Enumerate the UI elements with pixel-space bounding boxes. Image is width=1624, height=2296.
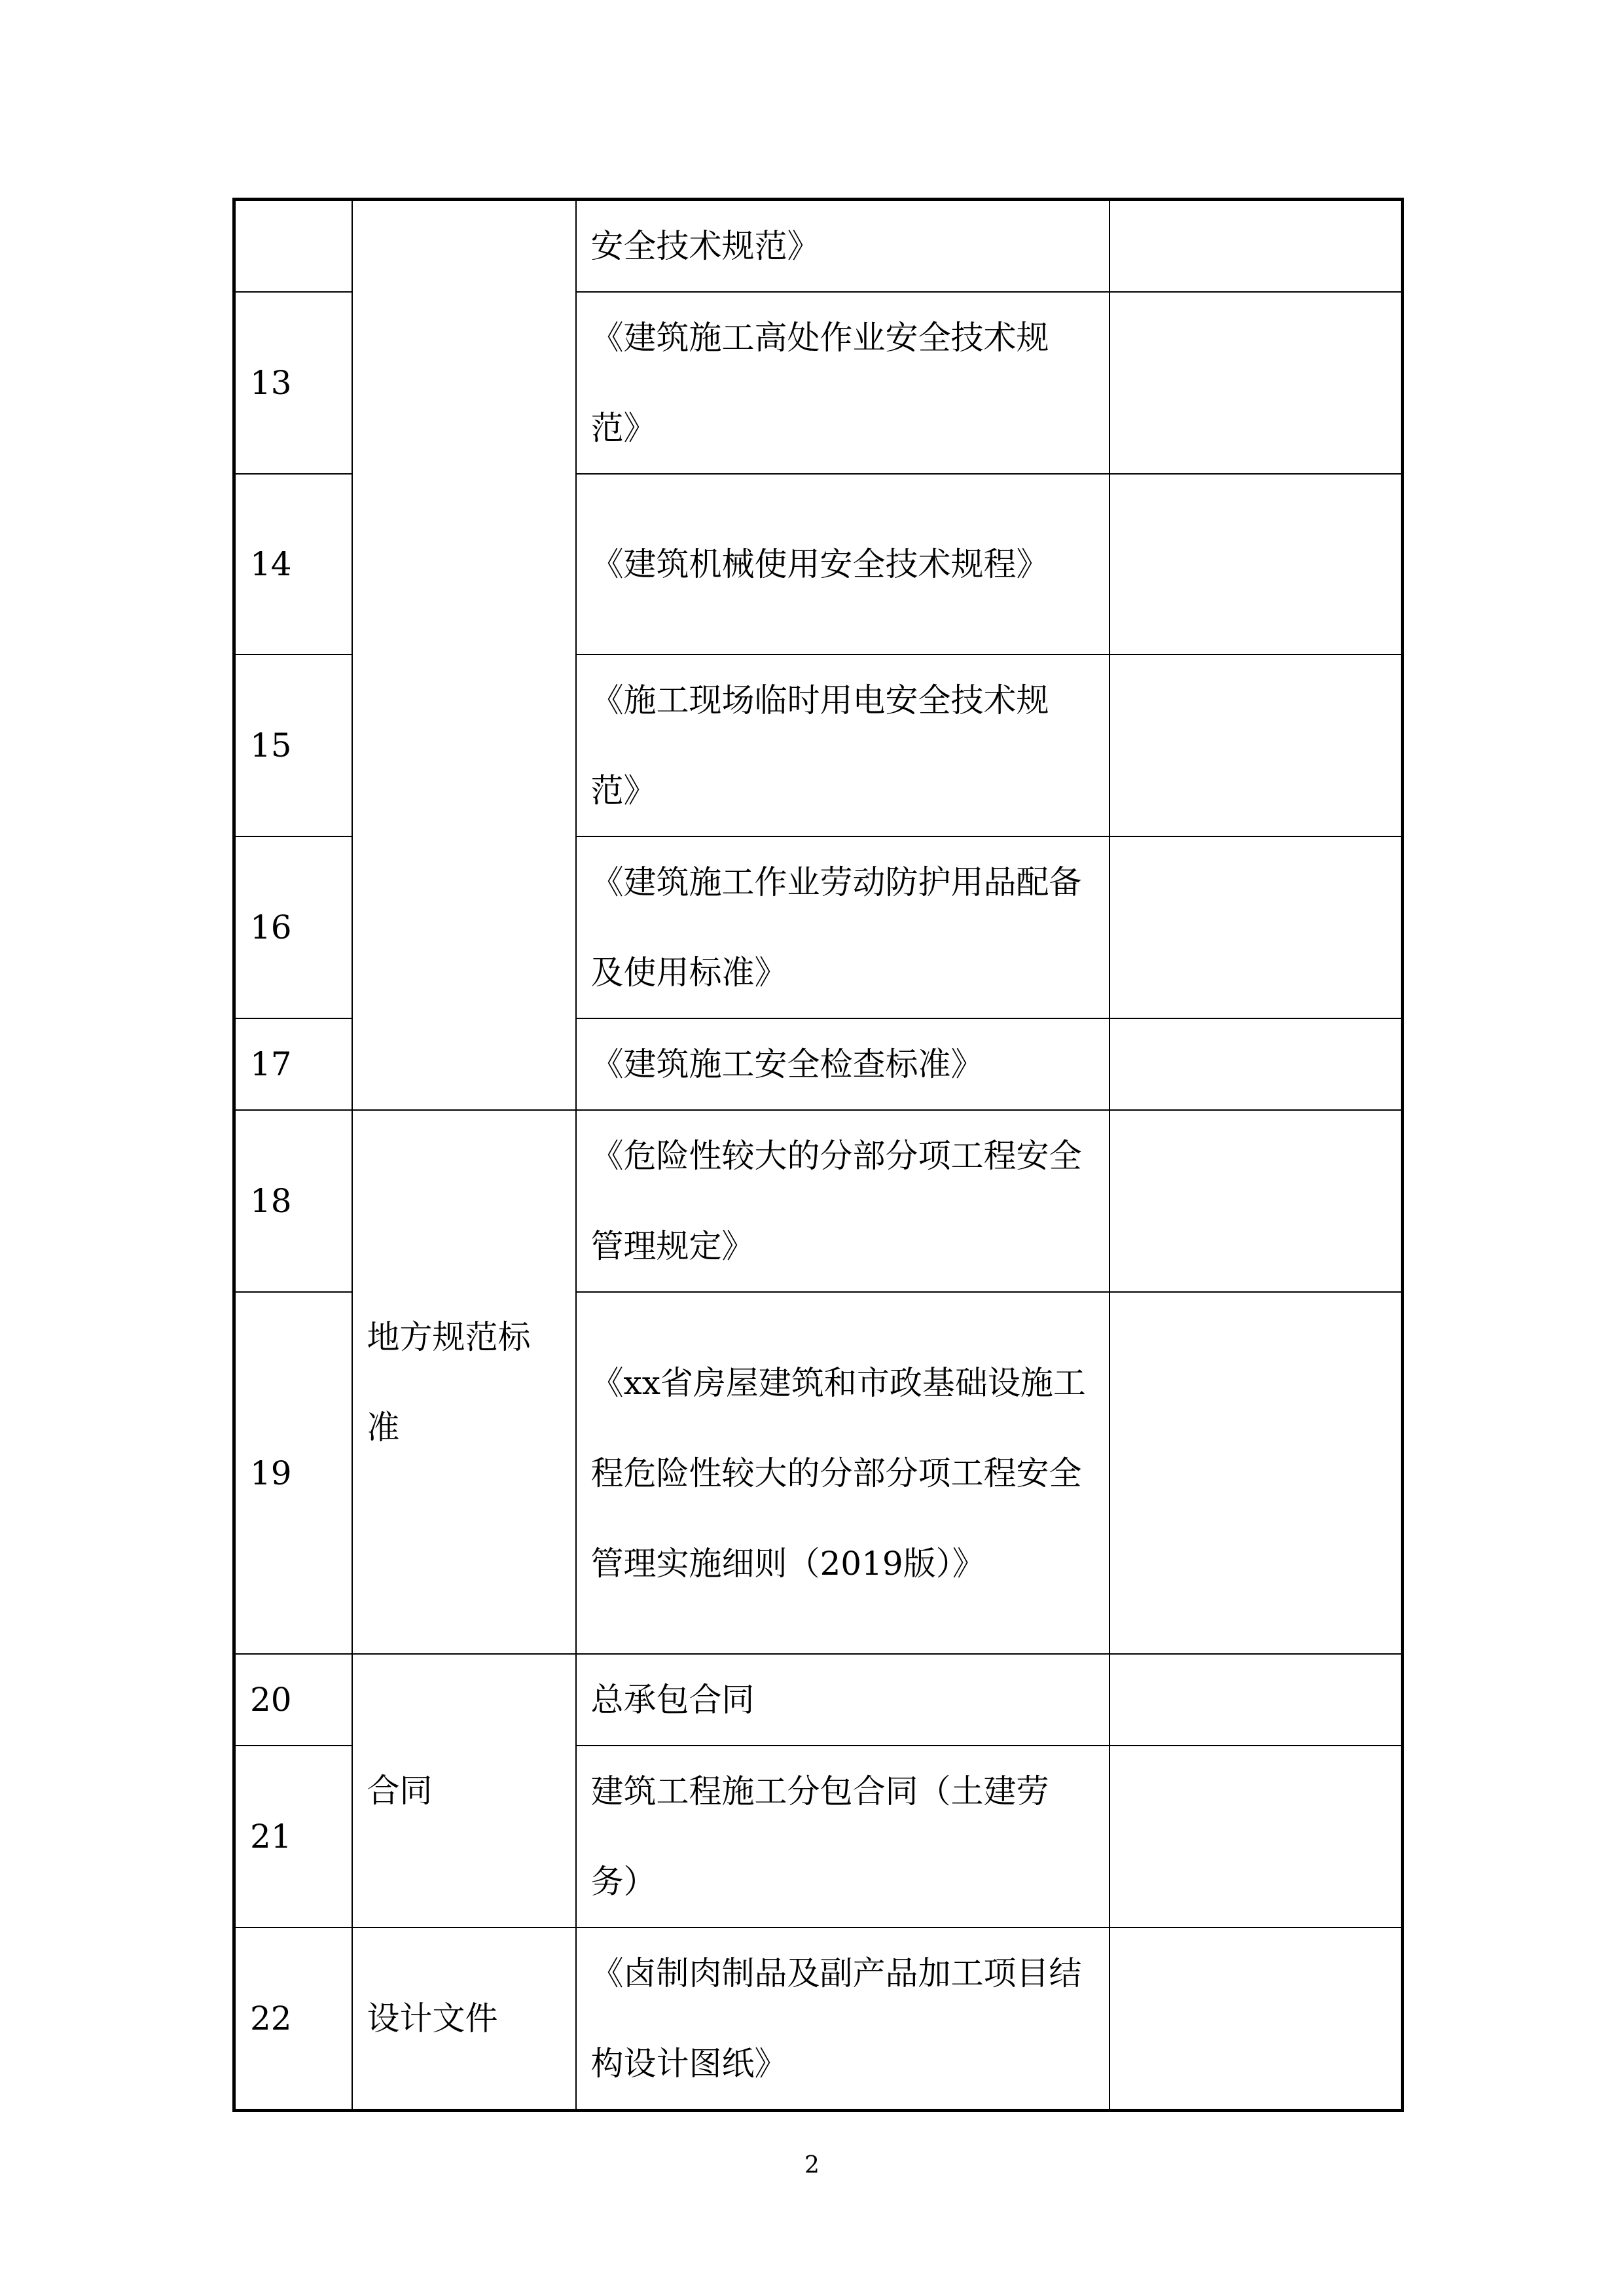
remark-cell	[1110, 1018, 1403, 1110]
row-number: 19	[234, 1292, 352, 1654]
remark-cell	[1110, 292, 1403, 474]
row-number: 22	[234, 1928, 352, 2111]
row-number: 15	[234, 655, 352, 836]
table-row	[234, 200, 1403, 293]
table-row	[234, 1654, 1403, 1746]
standards-table	[232, 198, 1404, 2112]
row-number: 17	[234, 1018, 352, 1110]
page-number: 2	[804, 2152, 820, 2179]
row-number: 13	[234, 292, 352, 474]
item-name: 《建筑施工作业劳动防护用品配备及使用标准》	[576, 836, 1110, 1018]
remark-cell	[1110, 1746, 1403, 1928]
table-row	[234, 1110, 1403, 1292]
remark-cell	[1110, 1654, 1403, 1746]
remark-cell	[1110, 1292, 1403, 1654]
category-cell-continued	[352, 200, 576, 1111]
item-name: 《危险性较大的分部分项工程安全管理规定》	[576, 1110, 1110, 1292]
row-number	[234, 200, 352, 293]
row-number: 18	[234, 1110, 352, 1292]
table-row	[234, 1928, 1403, 2111]
item-name: 《建筑施工高处作业安全技术规范》	[576, 292, 1110, 474]
remark-cell	[1110, 655, 1403, 836]
remark-cell	[1110, 1928, 1403, 2111]
item-name: 《建筑机械使用安全技术规程》	[576, 474, 1110, 655]
row-number: 14	[234, 474, 352, 655]
remark-cell	[1110, 474, 1403, 655]
item-name: 安全技术规范》	[576, 200, 1110, 293]
row-number: 16	[234, 836, 352, 1018]
remark-cell	[1110, 836, 1403, 1018]
item-name: 《建筑施工安全检查标准》	[576, 1018, 1110, 1110]
item-name: 总承包合同	[576, 1654, 1110, 1746]
item-name: 《施工现场临时用电安全技术规范》	[576, 655, 1110, 836]
item-name: 建筑工程施工分包合同（土建劳务）	[576, 1746, 1110, 1928]
row-number: 21	[234, 1746, 352, 1928]
remark-cell	[1110, 200, 1403, 293]
category-cell-contract: 合同	[352, 1654, 576, 1928]
item-name: 《卤制肉制品及副产品加工项目结构设计图纸》	[576, 1928, 1110, 2111]
category-cell-local: 地方规范标准	[352, 1110, 576, 1654]
remark-cell	[1110, 1110, 1403, 1292]
category-cell-design: 设计文件	[352, 1928, 576, 2111]
row-number: 20	[234, 1654, 352, 1746]
item-name: 《xx省房屋建筑和市政基础设施工程危险性较大的分部分项工程安全管理实施细则（2019版）》	[576, 1292, 1110, 1654]
